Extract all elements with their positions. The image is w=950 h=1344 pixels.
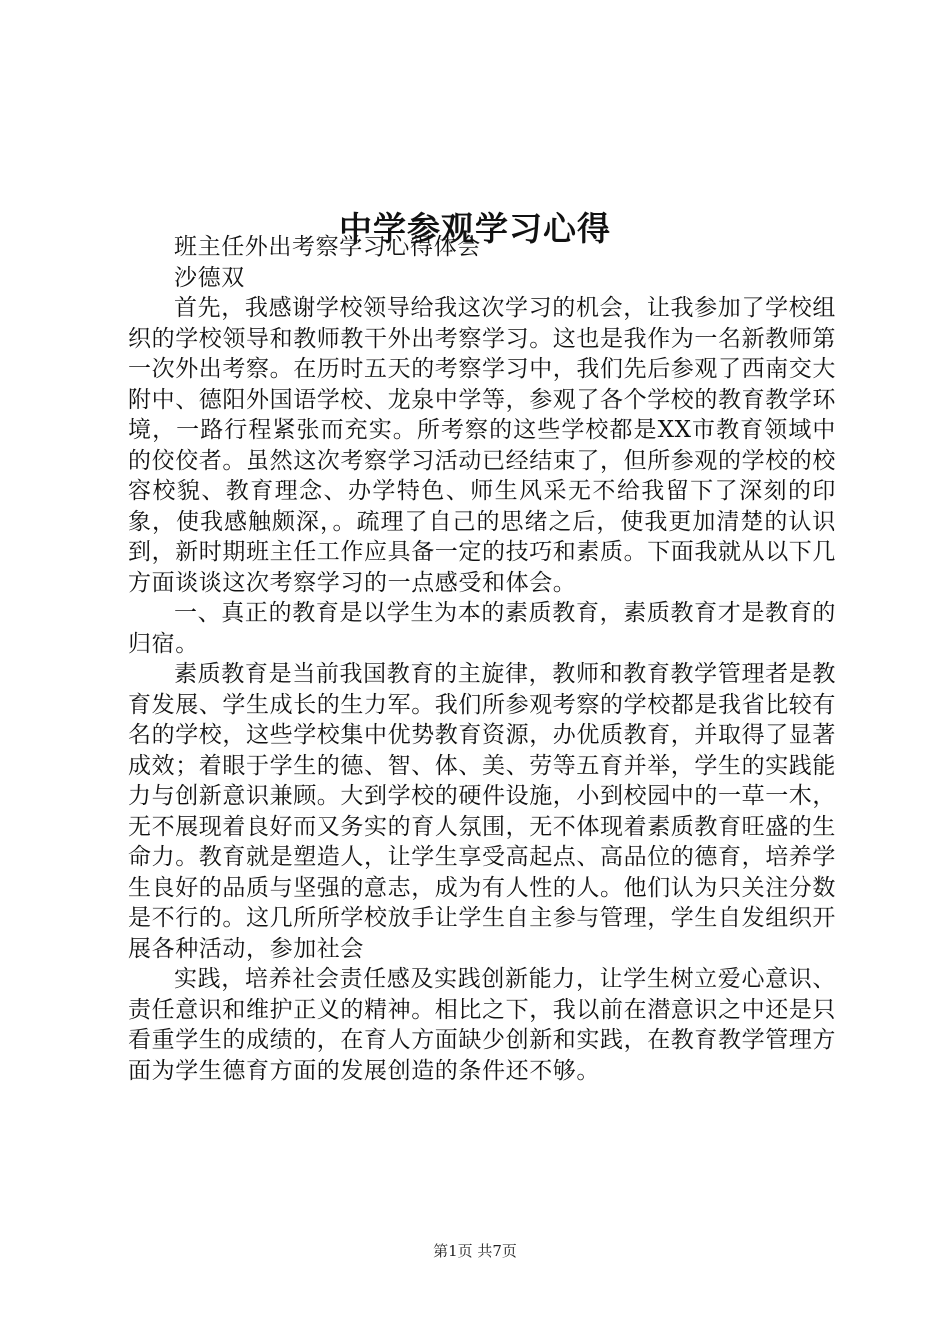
body-paragraph: 素质教育是当前我国教育的主旋律，教师和教育教学管理者是教育发展、学生成长的生力军。我们所参观考察的学校都是我省比较有名的学校，这些学校集中优势教育资源，办优质教育，并取得了显著成效；着眼于学生的德、智、体、美、劳等五育并举，学生的实践能力与创新意识兼顾。大到学校的硬件设施，小到校园中的一草一木，无不展现着良好而又务实的育人氛围，无不体现着素质教育旺盛的生命力。教育就是塑造人，让学生享受高起点、高品位的德育，培养学生良好的品质与坚强的意志，成为有人性的人。他们认为只关注分数是不行的。这几所所学校放手让学生自主参与管理，学生自发组织开展各种活动，参加社会 xyxy=(128,661,836,962)
body-paragraph: 首先，我感谢学校领导给我这次学习的机会，让我参加了学校组织的学校领导和教师教干外出考察学习。这也是我作为一名新教师第一次外出考察。在历时五天的考察学习中，我们先后参观了西南交大附中、德阳外国语学校、龙泉中学等，参观了各个学校的教育教学环境，一路行程紧张而充实。所考察的这些学校都是XX市教育领域中的佼佼者。虽然这次考察学习活动已经结束了，但所参观的学校的校容校貌、教育理念、办学特色、师生风采无不给我留下了深刻的印象，使我感触颇深，。疏理了自己的思绪之后，使我更加清楚的认识到，新时期班主任工作应具备一定的技巧和素质。下面我就从以下几方面谈谈这次考察学习的一点感受和体会。 xyxy=(128,295,836,596)
body-paragraph: 实践，培养社会责任感及实践创新能力，让学生树立爱心意识、责任意识和维护正义的精神。相比之下，我以前在潜意识之中还是只看重学生的成绩的，在育人方面缺少创新和实践，在教育教学管理方面为学生德育方面的发展创造的条件还不够。 xyxy=(128,966,836,1084)
author-line: 沙德双 xyxy=(174,264,245,291)
subtitle-line: 班主任外出考察学习心得体会 xyxy=(174,234,481,260)
section-heading: 一、真正的教育是以学生为本的素质教育，素质教育才是教育的归宿。 xyxy=(128,600,836,657)
document-body xyxy=(128,232,836,1086)
document-title: 中学参观学习心得 xyxy=(339,209,611,249)
page-number: 第1页 共7页 xyxy=(433,1242,517,1260)
